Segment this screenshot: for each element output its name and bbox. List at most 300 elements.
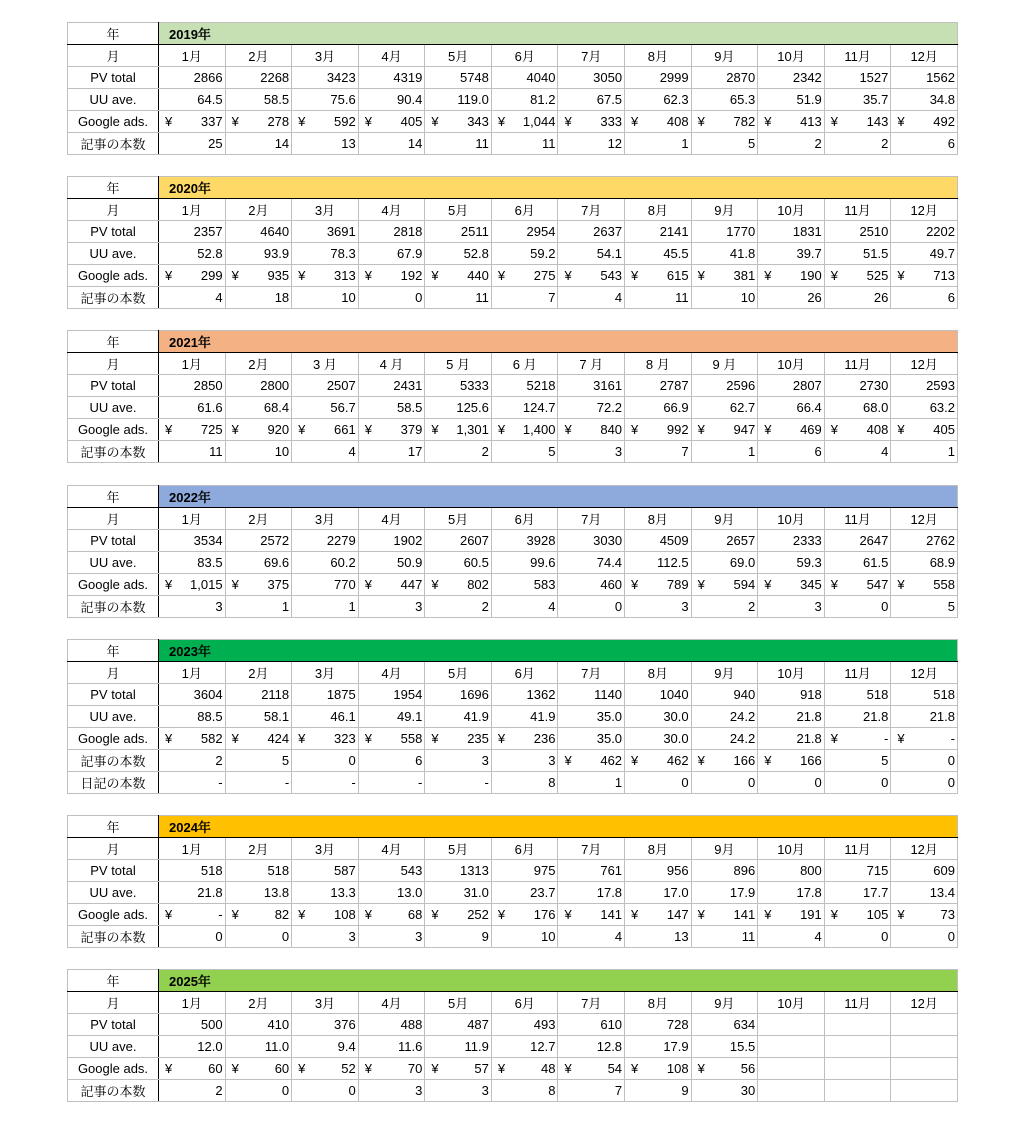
month-header-cell[interactable]: 8月: [625, 199, 692, 221]
data-cell[interactable]: 2: [824, 133, 891, 155]
data-cell[interactable]: [824, 904, 891, 926]
data-cell[interactable]: 3: [758, 596, 825, 618]
data-cell[interactable]: 119.0: [425, 89, 492, 111]
data-cell[interactable]: 21.8: [891, 706, 958, 728]
data-cell[interactable]: 6: [891, 287, 958, 309]
data-cell[interactable]: 2866: [159, 67, 226, 89]
data-cell[interactable]: 0: [558, 596, 625, 618]
month-header-cell[interactable]: 9 月: [691, 353, 758, 375]
data-cell[interactable]: 14: [225, 133, 292, 155]
data-cell[interactable]: 0: [691, 772, 758, 794]
row-label-cell[interactable]: UU ave.: [68, 552, 159, 574]
data-cell[interactable]: 1: [691, 441, 758, 463]
data-cell[interactable]: 2787: [625, 375, 692, 397]
month-header-cell[interactable]: 6月: [491, 992, 558, 1014]
data-cell[interactable]: 9: [625, 1080, 692, 1102]
data-cell[interactable]: 4: [491, 596, 558, 618]
data-cell[interactable]: 125.6: [425, 397, 492, 419]
data-cell[interactable]: 2657: [691, 530, 758, 552]
month-header-cell[interactable]: 2月: [225, 353, 292, 375]
data-cell[interactable]: 376: [292, 1014, 359, 1036]
data-cell[interactable]: 3: [491, 750, 558, 772]
data-cell[interactable]: 11.6: [358, 1036, 425, 1058]
data-cell[interactable]: [758, 750, 825, 772]
row-label-cell[interactable]: UU ave.: [68, 243, 159, 265]
data-cell[interactable]: 11: [625, 287, 692, 309]
data-cell[interactable]: 3604: [159, 684, 226, 706]
data-cell[interactable]: [225, 904, 292, 926]
data-cell[interactable]: 64.5: [159, 89, 226, 111]
data-cell[interactable]: 93.9: [225, 243, 292, 265]
data-cell[interactable]: 2870: [691, 67, 758, 89]
data-cell[interactable]: 5: [491, 441, 558, 463]
data-cell[interactable]: 74.4: [558, 552, 625, 574]
data-cell[interactable]: 728: [625, 1014, 692, 1036]
month-header-cell[interactable]: 4 月: [358, 353, 425, 375]
data-cell[interactable]: 54.1: [558, 243, 625, 265]
data-cell[interactable]: [758, 1014, 825, 1036]
month-header-cell[interactable]: 6月: [491, 838, 558, 860]
data-cell[interactable]: 493: [491, 1014, 558, 1036]
data-cell[interactable]: 1: [225, 596, 292, 618]
month-header-cell[interactable]: 4月: [358, 838, 425, 860]
row-label-cell[interactable]: Google ads.: [68, 419, 159, 441]
data-cell[interactable]: 4: [292, 441, 359, 463]
data-cell[interactable]: 0: [824, 926, 891, 948]
month-header-cell[interactable]: 11月: [824, 199, 891, 221]
data-cell[interactable]: 3161: [558, 375, 625, 397]
data-cell[interactable]: 488: [358, 1014, 425, 1036]
data-cell[interactable]: [691, 111, 758, 133]
month-header-cell[interactable]: 7 月: [558, 353, 625, 375]
data-cell[interactable]: 1562: [891, 67, 958, 89]
data-cell[interactable]: 2: [159, 1080, 226, 1102]
data-cell[interactable]: [758, 265, 825, 287]
data-cell[interactable]: [891, 574, 958, 596]
data-cell[interactable]: 1696: [425, 684, 492, 706]
year-label-cell[interactable]: 年: [68, 816, 159, 838]
month-header-cell[interactable]: 12月: [891, 353, 958, 375]
month-header-cell[interactable]: 6月: [491, 508, 558, 530]
data-cell[interactable]: 13.3: [292, 882, 359, 904]
data-cell[interactable]: [691, 1058, 758, 1080]
month-header-cell[interactable]: 1月: [159, 353, 226, 375]
data-cell[interactable]: 61.5: [824, 552, 891, 574]
data-cell[interactable]: 46.1: [292, 706, 359, 728]
month-header-cell[interactable]: 5 月: [425, 353, 492, 375]
data-cell[interactable]: 1902: [358, 530, 425, 552]
data-cell[interactable]: 610: [558, 1014, 625, 1036]
data-cell[interactable]: 2342: [758, 67, 825, 89]
data-cell[interactable]: 75.6: [292, 89, 359, 111]
data-cell[interactable]: [491, 1058, 558, 1080]
month-header-cell[interactable]: 3月: [292, 838, 359, 860]
data-cell[interactable]: 770: [292, 574, 359, 596]
data-cell[interactable]: 59.2: [491, 243, 558, 265]
month-header-cell[interactable]: 11月: [824, 45, 891, 67]
data-cell[interactable]: 10: [691, 287, 758, 309]
month-header-cell[interactable]: 6月: [491, 662, 558, 684]
data-cell[interactable]: 7: [558, 1080, 625, 1102]
data-cell[interactable]: 65.3: [691, 89, 758, 111]
data-cell[interactable]: 3534: [159, 530, 226, 552]
data-cell[interactable]: 500: [159, 1014, 226, 1036]
data-cell[interactable]: [758, 1036, 825, 1058]
data-cell[interactable]: 51.9: [758, 89, 825, 111]
month-header-cell[interactable]: 5月: [425, 508, 492, 530]
data-cell[interactable]: [891, 1080, 958, 1102]
data-cell[interactable]: 5: [824, 750, 891, 772]
data-cell[interactable]: 0: [225, 926, 292, 948]
data-cell[interactable]: 13.8: [225, 882, 292, 904]
data-cell[interactable]: 518: [891, 684, 958, 706]
data-cell[interactable]: 3691: [292, 221, 359, 243]
data-cell[interactable]: 2954: [491, 221, 558, 243]
data-cell[interactable]: 8: [491, 1080, 558, 1102]
month-header-cell[interactable]: 1月: [159, 508, 226, 530]
data-cell[interactable]: [491, 419, 558, 441]
data-cell[interactable]: 2202: [891, 221, 958, 243]
data-cell[interactable]: 52.8: [425, 243, 492, 265]
month-header-cell[interactable]: 12月: [891, 45, 958, 67]
data-cell[interactable]: 21.8: [159, 882, 226, 904]
month-header-cell[interactable]: 7月: [558, 838, 625, 860]
data-cell[interactable]: 51.5: [824, 243, 891, 265]
month-label-cell[interactable]: 月: [68, 45, 159, 67]
data-cell[interactable]: 2572: [225, 530, 292, 552]
data-cell[interactable]: 13: [625, 926, 692, 948]
data-cell[interactable]: [625, 750, 692, 772]
data-cell[interactable]: [358, 574, 425, 596]
data-cell[interactable]: [358, 728, 425, 750]
data-cell[interactable]: [824, 1080, 891, 1102]
data-cell[interactable]: 6: [358, 750, 425, 772]
row-label-cell[interactable]: 記事の本数: [68, 596, 159, 618]
row-label-cell[interactable]: 記事の本数: [68, 133, 159, 155]
month-header-cell[interactable]: 2月: [225, 662, 292, 684]
data-cell[interactable]: 26: [824, 287, 891, 309]
year-value-cell[interactable]: 2025年: [159, 970, 958, 992]
year-label-cell[interactable]: 年: [68, 23, 159, 45]
data-cell[interactable]: 72.2: [558, 397, 625, 419]
data-cell[interactable]: [425, 265, 492, 287]
row-label-cell[interactable]: PV total: [68, 67, 159, 89]
data-cell[interactable]: 52.8: [159, 243, 226, 265]
data-cell[interactable]: 68.0: [824, 397, 891, 419]
month-header-cell[interactable]: 9月: [691, 838, 758, 860]
data-cell[interactable]: 1875: [292, 684, 359, 706]
data-cell[interactable]: 2999: [625, 67, 692, 89]
data-cell[interactable]: [691, 904, 758, 926]
data-cell[interactable]: 0: [358, 287, 425, 309]
data-cell[interactable]: 2807: [758, 375, 825, 397]
data-cell[interactable]: 5333: [425, 375, 492, 397]
data-cell[interactable]: 68.4: [225, 397, 292, 419]
month-header-cell[interactable]: 8月: [625, 508, 692, 530]
month-header-cell[interactable]: 11月: [824, 662, 891, 684]
month-header-cell[interactable]: 2月: [225, 199, 292, 221]
data-cell[interactable]: 4: [558, 926, 625, 948]
data-cell[interactable]: [491, 111, 558, 133]
data-cell[interactable]: [159, 419, 226, 441]
data-cell[interactable]: 5748: [425, 67, 492, 89]
data-cell[interactable]: 2: [425, 596, 492, 618]
data-cell[interactable]: [292, 728, 359, 750]
data-cell[interactable]: 11.9: [425, 1036, 492, 1058]
row-label-cell[interactable]: Google ads.: [68, 574, 159, 596]
data-cell[interactable]: 62.7: [691, 397, 758, 419]
data-cell[interactable]: 34.8: [891, 89, 958, 111]
data-cell[interactable]: 3: [292, 926, 359, 948]
data-cell[interactable]: 60.5: [425, 552, 492, 574]
data-cell[interactable]: [891, 419, 958, 441]
data-cell[interactable]: [491, 265, 558, 287]
data-cell[interactable]: 3050: [558, 67, 625, 89]
month-header-cell[interactable]: 2月: [225, 45, 292, 67]
data-cell[interactable]: 10: [292, 287, 359, 309]
data-cell[interactable]: 31.0: [425, 882, 492, 904]
data-cell[interactable]: 4: [159, 287, 226, 309]
data-cell[interactable]: 124.7: [491, 397, 558, 419]
data-cell[interactable]: [758, 111, 825, 133]
data-cell[interactable]: 23.7: [491, 882, 558, 904]
data-cell[interactable]: 4319: [358, 67, 425, 89]
data-cell[interactable]: 67.9: [358, 243, 425, 265]
month-header-cell[interactable]: 11月: [824, 353, 891, 375]
data-cell[interactable]: 17.8: [758, 882, 825, 904]
data-cell[interactable]: 35.7: [824, 89, 891, 111]
data-cell[interactable]: [758, 574, 825, 596]
data-cell[interactable]: 12.7: [491, 1036, 558, 1058]
data-cell[interactable]: 0: [824, 596, 891, 618]
row-label-cell[interactable]: UU ave.: [68, 89, 159, 111]
data-cell[interactable]: 26: [758, 287, 825, 309]
data-cell[interactable]: 21.8: [758, 706, 825, 728]
data-cell[interactable]: 17.9: [625, 1036, 692, 1058]
month-header-cell[interactable]: 12月: [891, 199, 958, 221]
row-label-cell[interactable]: UU ave.: [68, 397, 159, 419]
data-cell[interactable]: [225, 111, 292, 133]
row-label-cell[interactable]: Google ads.: [68, 265, 159, 287]
month-header-cell[interactable]: 10月: [758, 45, 825, 67]
data-cell[interactable]: 2141: [625, 221, 692, 243]
year-label-cell[interactable]: 年: [68, 331, 159, 353]
month-header-cell[interactable]: 3月: [292, 662, 359, 684]
data-cell[interactable]: 3: [625, 596, 692, 618]
data-cell[interactable]: 5: [891, 596, 958, 618]
data-cell[interactable]: 1831: [758, 221, 825, 243]
data-cell[interactable]: 10: [225, 441, 292, 463]
data-cell[interactable]: 4509: [625, 530, 692, 552]
month-header-cell[interactable]: 4月: [358, 199, 425, 221]
data-cell[interactable]: [758, 419, 825, 441]
data-cell[interactable]: 58.5: [358, 397, 425, 419]
month-header-cell[interactable]: 2月: [225, 838, 292, 860]
month-header-cell[interactable]: 12月: [891, 838, 958, 860]
month-label-cell[interactable]: 月: [68, 838, 159, 860]
data-cell[interactable]: 2268: [225, 67, 292, 89]
month-header-cell[interactable]: 8月: [625, 45, 692, 67]
data-cell[interactable]: 9: [425, 926, 492, 948]
data-cell[interactable]: 518: [824, 684, 891, 706]
data-cell[interactable]: 3: [558, 441, 625, 463]
data-cell[interactable]: 13.0: [358, 882, 425, 904]
data-cell[interactable]: -: [225, 772, 292, 794]
data-cell[interactable]: 90.4: [358, 89, 425, 111]
month-header-cell[interactable]: 8月: [625, 662, 692, 684]
month-header-cell[interactable]: 2月: [225, 992, 292, 1014]
data-cell[interactable]: 58.1: [225, 706, 292, 728]
month-header-cell[interactable]: 11月: [824, 992, 891, 1014]
data-cell[interactable]: 11: [691, 926, 758, 948]
data-cell[interactable]: 17: [358, 441, 425, 463]
data-cell[interactable]: 2637: [558, 221, 625, 243]
data-cell[interactable]: 69.6: [225, 552, 292, 574]
data-cell[interactable]: 62.3: [625, 89, 692, 111]
data-cell[interactable]: 2: [691, 596, 758, 618]
month-header-cell[interactable]: 10月: [758, 199, 825, 221]
month-header-cell[interactable]: 6 月: [491, 353, 558, 375]
row-label-cell[interactable]: 記事の本数: [68, 750, 159, 772]
month-header-cell[interactable]: 9月: [691, 45, 758, 67]
row-label-cell[interactable]: 記事の本数: [68, 926, 159, 948]
month-header-cell[interactable]: 4月: [358, 508, 425, 530]
data-cell[interactable]: 21.8: [824, 706, 891, 728]
data-cell[interactable]: 11: [491, 133, 558, 155]
data-cell[interactable]: [758, 1058, 825, 1080]
data-cell[interactable]: 0: [292, 750, 359, 772]
row-label-cell[interactable]: 日記の本数: [68, 772, 159, 794]
data-cell[interactable]: [292, 904, 359, 926]
month-header-cell[interactable]: 3 月: [292, 353, 359, 375]
data-cell[interactable]: 0: [824, 772, 891, 794]
month-header-cell[interactable]: 3月: [292, 199, 359, 221]
data-cell[interactable]: 2800: [225, 375, 292, 397]
month-header-cell[interactable]: 6月: [491, 45, 558, 67]
data-cell[interactable]: 3: [159, 596, 226, 618]
data-cell[interactable]: [558, 1058, 625, 1080]
row-label-cell[interactable]: Google ads.: [68, 728, 159, 750]
month-header-cell[interactable]: 12月: [891, 662, 958, 684]
data-cell[interactable]: 6: [891, 133, 958, 155]
data-cell[interactable]: [758, 904, 825, 926]
month-header-cell[interactable]: 1月: [159, 662, 226, 684]
data-cell[interactable]: 3423: [292, 67, 359, 89]
data-cell[interactable]: [159, 574, 226, 596]
data-cell[interactable]: 518: [225, 860, 292, 882]
month-header-cell[interactable]: 5月: [425, 662, 492, 684]
data-cell[interactable]: 3: [425, 1080, 492, 1102]
month-label-cell[interactable]: 月: [68, 508, 159, 530]
data-cell[interactable]: [824, 419, 891, 441]
data-cell[interactable]: 634: [691, 1014, 758, 1036]
data-cell[interactable]: 17.0: [625, 882, 692, 904]
data-cell[interactable]: 4: [558, 287, 625, 309]
data-cell[interactable]: 0: [292, 1080, 359, 1102]
data-cell[interactable]: [558, 111, 625, 133]
data-cell[interactable]: 60.2: [292, 552, 359, 574]
data-cell[interactable]: [292, 265, 359, 287]
month-header-cell[interactable]: 1月: [159, 838, 226, 860]
data-cell[interactable]: 0: [159, 926, 226, 948]
data-cell[interactable]: [625, 111, 692, 133]
data-cell[interactable]: 17.9: [691, 882, 758, 904]
data-cell[interactable]: [891, 904, 958, 926]
data-cell[interactable]: 609: [891, 860, 958, 882]
data-cell[interactable]: 67.5: [558, 89, 625, 111]
data-cell[interactable]: 410: [225, 1014, 292, 1036]
data-cell[interactable]: [358, 265, 425, 287]
data-cell[interactable]: 50.9: [358, 552, 425, 574]
data-cell[interactable]: 56.7: [292, 397, 359, 419]
data-cell[interactable]: 66.9: [625, 397, 692, 419]
data-cell[interactable]: 99.6: [491, 552, 558, 574]
data-cell[interactable]: 11: [159, 441, 226, 463]
month-header-cell[interactable]: 10月: [758, 353, 825, 375]
month-header-cell[interactable]: 9月: [691, 508, 758, 530]
data-cell[interactable]: 0: [625, 772, 692, 794]
data-cell[interactable]: 3928: [491, 530, 558, 552]
data-cell[interactable]: 41.8: [691, 243, 758, 265]
data-cell[interactable]: 2511: [425, 221, 492, 243]
data-cell[interactable]: 2279: [292, 530, 359, 552]
row-label-cell[interactable]: PV total: [68, 860, 159, 882]
data-cell[interactable]: [159, 1058, 226, 1080]
data-cell[interactable]: 2357: [159, 221, 226, 243]
month-header-cell[interactable]: 7月: [558, 508, 625, 530]
data-cell[interactable]: 63.2: [891, 397, 958, 419]
data-cell[interactable]: 2333: [758, 530, 825, 552]
data-cell[interactable]: -: [159, 772, 226, 794]
year-value-cell[interactable]: 2023年: [159, 640, 958, 662]
row-label-cell[interactable]: PV total: [68, 375, 159, 397]
data-cell[interactable]: [558, 419, 625, 441]
data-cell[interactable]: 587: [292, 860, 359, 882]
month-header-cell[interactable]: 7月: [558, 199, 625, 221]
month-header-cell[interactable]: 4月: [358, 662, 425, 684]
data-cell[interactable]: 11: [425, 133, 492, 155]
year-value-cell[interactable]: 2022年: [159, 486, 958, 508]
data-cell[interactable]: 5: [691, 133, 758, 155]
data-cell[interactable]: [824, 574, 891, 596]
data-cell[interactable]: [891, 111, 958, 133]
data-cell[interactable]: -: [292, 772, 359, 794]
month-label-cell[interactable]: 月: [68, 199, 159, 221]
data-cell[interactable]: 17.8: [558, 882, 625, 904]
data-cell[interactable]: 2118: [225, 684, 292, 706]
data-cell[interactable]: 2596: [691, 375, 758, 397]
data-cell[interactable]: [425, 419, 492, 441]
data-cell[interactable]: [425, 728, 492, 750]
data-cell[interactable]: 9.4: [292, 1036, 359, 1058]
data-cell[interactable]: 1770: [691, 221, 758, 243]
year-value-cell[interactable]: 2024年: [159, 816, 958, 838]
data-cell[interactable]: 800: [758, 860, 825, 882]
data-cell[interactable]: [358, 419, 425, 441]
month-header-cell[interactable]: 5月: [425, 199, 492, 221]
data-cell[interactable]: 3: [358, 596, 425, 618]
data-cell[interactable]: 81.2: [491, 89, 558, 111]
data-cell[interactable]: 1527: [824, 67, 891, 89]
data-cell[interactable]: 14: [358, 133, 425, 155]
month-header-cell[interactable]: 11月: [824, 508, 891, 530]
month-header-cell[interactable]: 8月: [625, 992, 692, 1014]
data-cell[interactable]: [625, 574, 692, 596]
year-value-cell[interactable]: 2021年: [159, 331, 958, 353]
month-header-cell[interactable]: 2月: [225, 508, 292, 530]
row-label-cell[interactable]: 記事の本数: [68, 1080, 159, 1102]
data-cell[interactable]: 8: [491, 772, 558, 794]
